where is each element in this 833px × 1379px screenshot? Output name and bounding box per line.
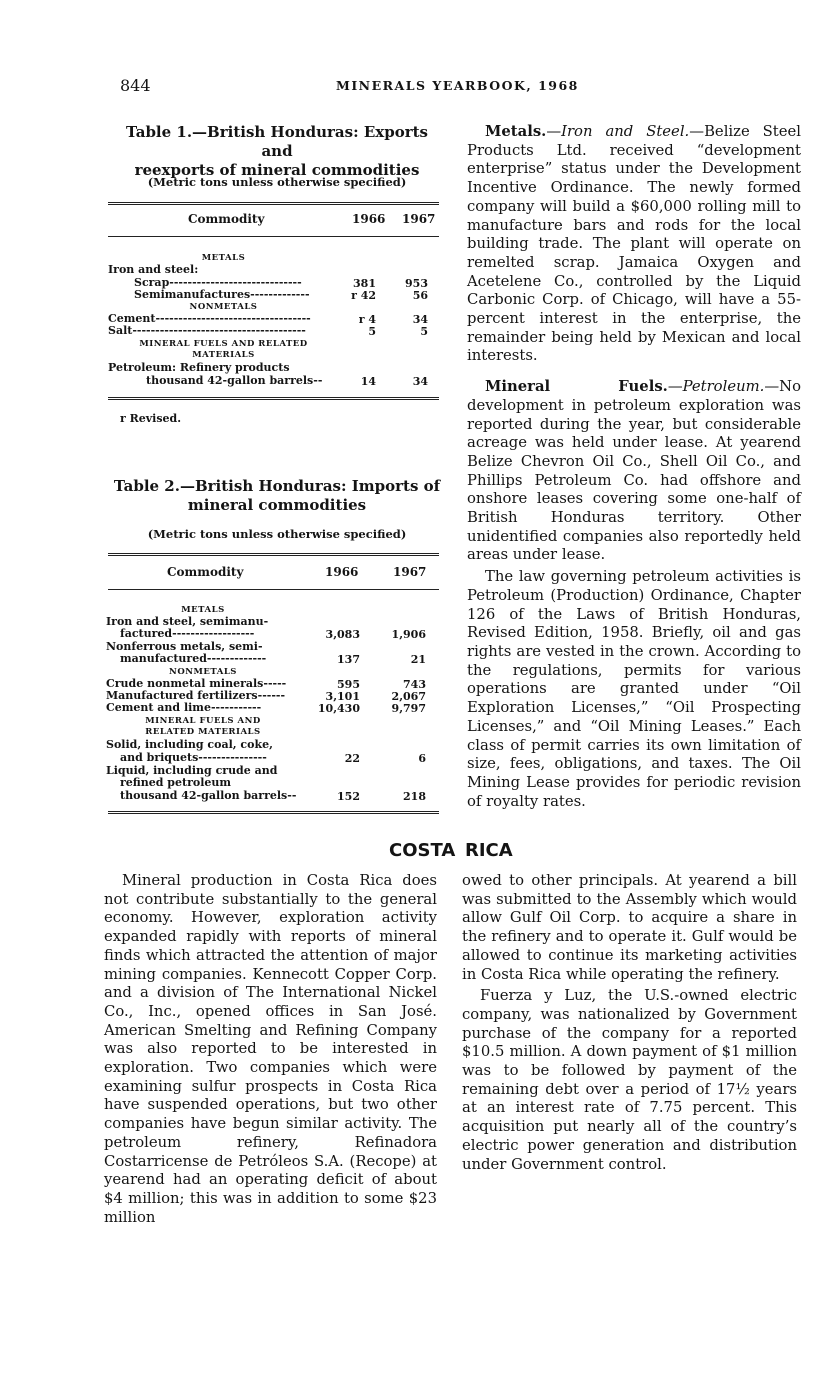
table2-cell: 9,797 — [391, 702, 426, 715]
table2-cell: 6 — [418, 752, 426, 765]
paragraph-costa-2: owed to other principals. At yearend a bill was submitted to the Assembly which would allow Gulf Oil Corp. to acquire a share in the refinery and to operate it. Gulf would be allowed to continue its marketing activities in Costa Rica while operating the refinery. — [462, 872, 797, 983]
table1-cell: 5 — [368, 325, 376, 338]
table1-top-rule — [108, 202, 439, 205]
table1-row-label: Semimanufactures------------- — [134, 288, 310, 301]
table2-cell: 743 — [403, 678, 426, 691]
table2-row-label: Crude nonmetal minerals----- — [106, 677, 287, 690]
table1-cell: r 4 — [358, 313, 376, 326]
paragraph-costa-1: Mineral production in Costa Rica does not contribute substantially to the general economy. However, exploration activity expanded rapidly with reports of mineral finds which attracted the attention of major mining companies. Kennecott Copper Corp. and a division of The International Nickel Co., Inc., opened offices in San José. American Smelting and Refining Company was also reported to be interested in exploration. Two companies which were examining sulfur prospects in Costa Rica have suspended operations, but two other companies have begun similar activity. The petroleum refinery, Refinadora Costarricense de Petróleos S.A. (Recope) at yearend had an operating deficit of about $4 million; this was in addition to some $23 million — [104, 872, 437, 1226]
table2-title-line1: Table 2.—British Honduras: Imports of — [113, 477, 441, 495]
table2-cell: 21 — [410, 653, 426, 666]
table1-cell: 56 — [412, 289, 428, 302]
costa-right-column — [462, 872, 797, 1174]
table2-subtitle: (Metric tons unless otherwise specified) — [147, 527, 407, 541]
table1-section-fuels: MINERAL FUELS AND RELATED — [139, 339, 308, 349]
right-column-text — [467, 123, 801, 811]
table2-cell: 1,906 — [391, 628, 426, 641]
table1-row-label: Scrap----------------------------- — [134, 276, 302, 289]
table1-cell: 381 — [353, 277, 376, 290]
costa-heading-part2: RICA — [465, 840, 513, 861]
subheading-iron-steel: Iron and Steel. — [561, 123, 690, 140]
table2-row-label: Cement and lime----------- — [106, 701, 262, 714]
heading-metals: Metals. — [485, 123, 547, 140]
page-number: 844 — [120, 76, 151, 95]
table2-bottom-rule — [108, 811, 439, 814]
table1-row-label: Petroleum: Refinery products — [108, 361, 290, 374]
costa-heading-part1: COSTA — [389, 840, 456, 861]
table2-row-label: thousand 42-gallon barrels-- — [120, 789, 297, 802]
table1-col-commodity: Commodity — [188, 212, 265, 226]
table1-section-fuels: MATERIALS — [192, 350, 255, 360]
table1-row-label: Cement---------------------------------- — [108, 312, 311, 325]
table2-cell: 595 — [337, 678, 360, 691]
table2-cell: 3,083 — [325, 628, 360, 641]
table2-row-label: and briquets--------------- — [120, 751, 267, 764]
table1-cell: r 42 — [351, 289, 376, 302]
table1-row-label: Salt-------------------------------------- — [108, 324, 306, 337]
table1-title-line1: Table 1.—British Honduras: Exports and — [126, 123, 428, 160]
table1-cell: 34 — [412, 375, 428, 388]
table2-section-fuels: MINERAL FUELS AND — [145, 716, 261, 726]
table1-title — [108, 123, 446, 180]
table1-row-label: Iron and steel: — [108, 263, 199, 276]
table2-section-fuels: RELATED MATERIALS — [145, 727, 261, 737]
paragraph-costa-3: Fuerza y Luz, the U.S.-owned electric company, was nationalized by Government purchase of the company for a reported $10.5 million. A down payment of $1 million was to be followed by payment of the remaining debt over a period of 17½ years at an interest rate of 7.75 percent. This acquisition put nearly all of the country’s electric power generation and distribution under Government control. — [462, 987, 797, 1173]
table2-row-label: manufactured------------- — [120, 652, 267, 665]
heading-mineral-fuels: Mineral Fuels. — [485, 378, 668, 396]
table2-header-rule — [108, 589, 439, 590]
table2-row-label: factured------------------ — [120, 627, 255, 640]
table2-row-label: Solid, including coal, coke, — [106, 738, 273, 751]
table1-cell: 34 — [412, 313, 428, 326]
table1-subtitle: (Metric tons unless otherwise specified) — [147, 175, 407, 189]
table2-row-label: Nonferrous metals, semi- — [106, 640, 263, 653]
costa-left-column — [104, 872, 437, 1227]
table2-section-nonmetals: NONMETALS — [169, 667, 237, 677]
table1-col-1966: 1966 — [352, 212, 386, 226]
table2-cell: 152 — [337, 790, 360, 803]
paragraph-law: The law governing petroleum activities is Petroleum (Production) Ordinance, Chapter 126 of the Laws of British Honduras, Revised Edition, 1958. Briefly, oil and gas rights are vested in the crown. According to the regulations, permits for various operations are granted under “Oil Exploration Licenses,” “Oil Prospecting Licenses,” and “Oil Mining Leases.” Each class of permit carries its own limitation of size, fees, obligations, and taxes. The Oil Mining Lease provides for periodic revision of royalty rates. — [467, 568, 801, 810]
table2-cell: 10,430 — [317, 702, 360, 715]
table2-cell: 22 — [344, 752, 360, 765]
table1-footnote: r Revised. — [120, 412, 182, 425]
table1-col-1967: 1967 — [402, 212, 436, 226]
table1-section-metals: METALS — [201, 253, 246, 263]
running-title: MINERALS YEARBOOK, 1968 — [336, 78, 579, 93]
running-head — [0, 76, 833, 96]
table2-title-line2: mineral commodities — [187, 496, 367, 514]
table2-row-label: Liquid, including crude and — [106, 764, 278, 777]
table1-bottom-rule — [108, 397, 439, 400]
table2-cell: 3,101 — [325, 690, 360, 703]
table1-title-line2: reexports of mineral commodities — [134, 161, 420, 179]
table2-col-commodity: Commodity — [167, 565, 244, 579]
table1-cell: 14 — [360, 375, 376, 388]
table2-top-rule — [108, 553, 439, 556]
table2-row-label: Manufactured fertilizers------ — [106, 689, 286, 702]
table2-col-1967: 1967 — [393, 565, 427, 579]
paragraph-fuels: Mineral Fuels.—Petroleum.—No development in petroleum exploration was reported during the year, but considerable acreage was held under lease. At yearend Belize Chevron Oil Co., Shell Oil Co., and Phillips Petroleum Co. had offshore and onshore leases covering some one-half of British Honduras territory. Other unidentified companies also reportedly held areas under lease. — [467, 378, 801, 564]
table1-cell: 5 — [420, 325, 428, 338]
paragraph-metals: Metals.—Iron and Steel.—Belize Steel Products Ltd. received “development enterprise” status under the Development Incentive Ordinance. The newly formed company will build a $60,000 rolling mill to manufacture bars and rods for the local building trade. The plant will operate on remelted scrap. Jamaica Oxygen and Acetelene Co., controlled by the Liquid Carbonic Corp. of Chicago, will have a 55-percent interest in the enterprise, the remainder being held by Mexican and local interests. — [467, 123, 801, 365]
table2-cell: 137 — [337, 653, 360, 666]
table2-row-label: refined petroleum — [120, 776, 232, 789]
table1-section-nonmetals: NONMETALS — [189, 302, 258, 312]
table1-row-label: thousand 42-gallon barrels-- — [146, 374, 323, 387]
table2-cell: 218 — [403, 790, 426, 803]
subheading-petroleum: Petroleum. — [682, 378, 765, 396]
table1-cell: 953 — [405, 277, 428, 290]
table2-col-1966: 1966 — [325, 565, 359, 579]
table2-title — [108, 477, 446, 515]
table2-row-label: Iron and steel, semimanu- — [106, 615, 269, 628]
table2-section-metals: METALS — [181, 605, 225, 615]
table2-cell: 2,067 — [391, 690, 426, 703]
table1-header-rule — [108, 236, 439, 237]
